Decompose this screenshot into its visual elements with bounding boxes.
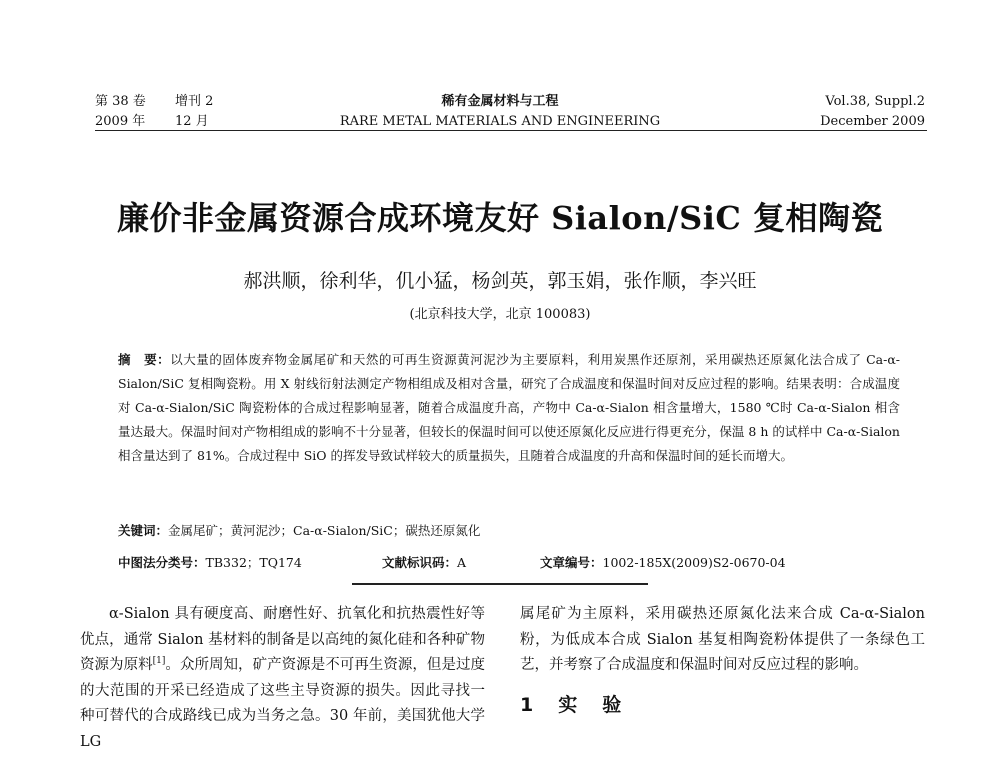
section-heading: 1 实 验 — [520, 693, 625, 716]
article-number-value: 1002-185X(2009)S2-0670-04 — [602, 555, 786, 570]
abstract-label: 摘 要： — [118, 352, 171, 367]
journal-title-en: RARE METAL MATERIALS AND ENGINEERING — [339, 114, 661, 129]
body-right-column — [520, 602, 925, 718]
doc-code-value: A — [457, 555, 467, 570]
volume-en: Vol.38, Suppl.2 — [825, 94, 925, 109]
article-number-label: 文章编号： — [540, 555, 603, 570]
clc-value: TB332；TQ174 — [205, 555, 302, 570]
date-en: December 2009 — [820, 114, 925, 129]
intro-text-b: 。众所周知，矿产资源是不可再生资源，但是过度的大范围的开采已经造成了这些主导资源的损失。因此寻找一种可替代的合成路线已成为当务之急。30 年前，美国犹他大学 LG — [80, 657, 485, 750]
doc-code-label: 文献标识码： — [382, 555, 458, 570]
body-left-column — [80, 602, 485, 755]
continued-paragraph: 属尾矿为主原料，采用碳热还原氮化法来合成 Ca-α-Sialon 粉，为低成本合成 Sialon 基复相陶瓷粉体提供了一条绿色工艺，并考察了合成温度和保温时间对反应过程的影响。 — [520, 606, 925, 673]
intro-text-a: α-Sialon 具有硬度高、耐磨性好、抗氧化和抗热震性好等优点，通常 Sialon 基材料的制备是以高纯的氮化硅和各种矿物资源为原料 — [80, 606, 485, 673]
clc-label: 中图法分类号： — [118, 555, 206, 570]
keywords-text: 金属尾矿；黄河泥沙；Ca-α-Sialon/SiC；碳热还原氮化 — [168, 523, 481, 538]
keywords-label: 关键词： — [118, 523, 169, 538]
intro-paragraph — [80, 602, 485, 755]
clc-number — [118, 554, 302, 572]
abstract-text: 以大量的固体废弃物金属尾矿和天然的可再生资源黄河泥沙为主要原料，利用炭黑作还原剂，采用碳热还原氮化法合成了 Ca-α-Sialon/SiC 复相陶瓷粉。用 X 射线衍射法测定产物相组成及相对含量，研究了合成温度和保温时间对反应过程的影响。结果表明：合成温度对 Ca-α-Sialon/SiC 陶瓷粉体的合成过程影响显著，随着合成温度升高，产物中 Ca-α-Sialon 相含量增大，1580 ℃时 Ca-α-Sialon 相含量达最大。保温时间对产物相组成的影响不十分显著，但较长的保温时间可以使还原氮化反应进行得更充分，保温 8 h 的试样中 Ca-α-Sialon 相含量达到了 81%。合成过程中 SiO 的挥发导致试样较大的质量损失，且随着合成温度的升高和保温时间的延长而增大。 — [118, 352, 900, 463]
issue-label: 增刊 2 — [175, 94, 214, 109]
author-list: 郝洪顺，徐利华，仉小猛，杨剑英，郭玉娟，张作顺，李兴旺 — [243, 270, 757, 292]
year-label: 2009 年 — [95, 114, 146, 129]
document-code — [382, 554, 466, 572]
keywords — [118, 522, 900, 540]
citation-ref: [1] — [152, 656, 166, 667]
abstract-separator — [352, 583, 648, 585]
abstract — [118, 348, 900, 468]
header-rule — [95, 130, 927, 131]
article-number — [540, 554, 786, 572]
month-label: 12 月 — [175, 114, 209, 129]
paper-title: 廉价非金属资源合成环境友好 Sialon/SiC 复相陶瓷 — [117, 199, 883, 237]
affiliation: (北京科技大学，北京 100083) — [409, 307, 591, 322]
journal-title-cn: 稀有金属材料与工程 — [441, 94, 559, 109]
volume-label: 第 38 卷 — [95, 94, 146, 109]
